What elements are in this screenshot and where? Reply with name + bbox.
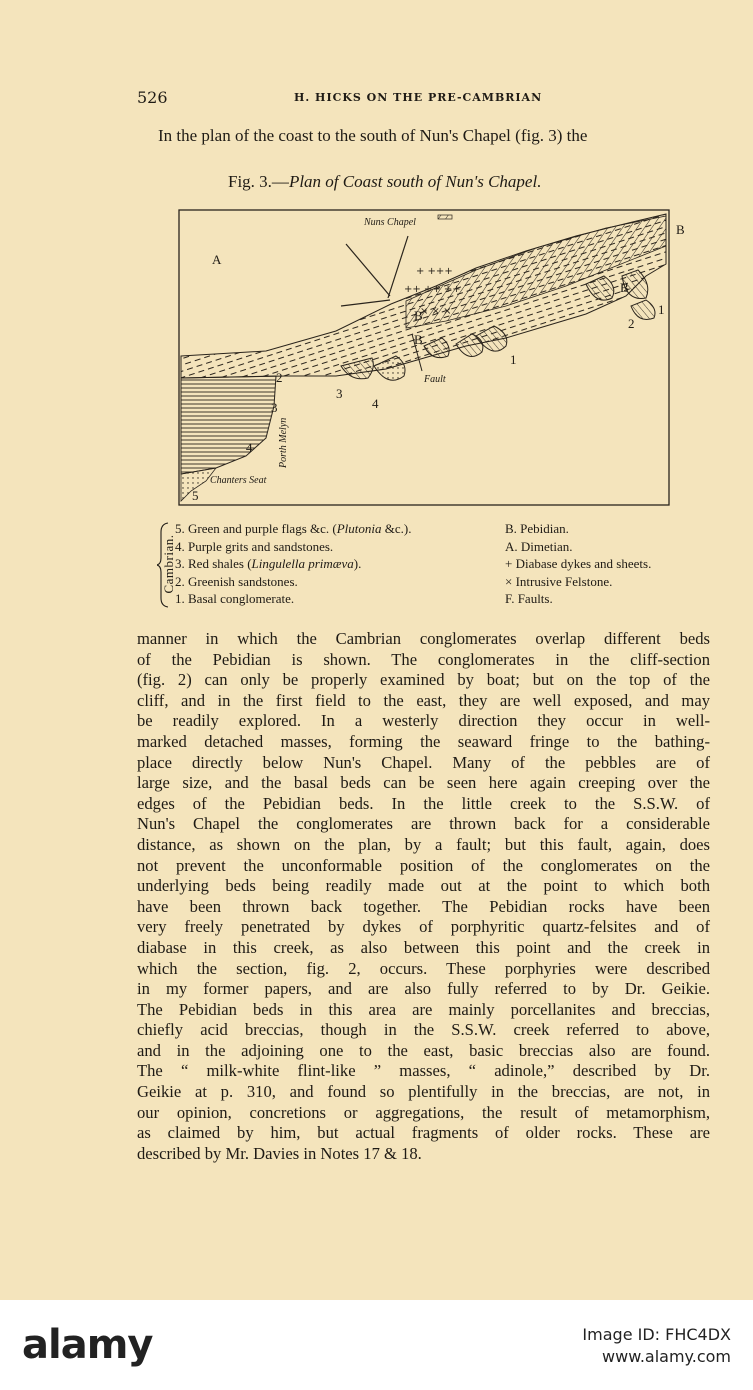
body-line: in my former papers, and are also fully referred to by Dr. Geikie. [137,979,710,999]
body-paragraph [137,629,710,1164]
label-porth-melyn: Porth Melyn [278,417,289,468]
body-line: our opinion, concretions or aggregations, the result of metamorphism, [137,1102,710,1122]
cambrian-group-label: Cambrian. [161,534,176,594]
stock-watermark-bar [0,1300,753,1390]
body-line: distance, as shown on the plan, by a fault; but this fault, again, does [137,834,710,854]
diabase-marks: + +++ [416,266,453,277]
label-A: A [212,252,222,267]
label-B-mid2: B [414,332,423,347]
label-nuns-chapel: Nuns Chapel [364,217,416,228]
body-line: manner in which the Cambrian conglomerates overlap different beds [137,629,710,648]
running-head [137,88,712,112]
label-5: 5 [192,488,199,503]
figure-legend [137,520,717,612]
label-1b: 1 [658,302,665,317]
legend-item-felstone: × Intrusive Felstone. [505,573,613,589]
figure-caption-title: Plan of Coast south of Nun's Chapel. [288,172,542,191]
label-chanters-seat: Chanters Seat [210,475,267,486]
label-2b: 2 [628,316,635,331]
label-4a: 4 [246,440,253,455]
legend-item-faults: F. Faults. [505,591,553,606]
body-line: diabase in this creek, as also between this point and the creek in [137,937,710,957]
body-line: marked detached masses, forming the seaward fringe to the bathing- [137,731,710,751]
body-line: place directly below Nun's Chapel. Many of the pebbles are of [137,752,710,772]
coast-plan-map [176,206,696,511]
legend-item-dimetian: A. Dimetian. [505,538,573,554]
body-line: Nun's Chapel the conglomerates are thrown back for a considerable [137,814,710,834]
body-line: The Pebidian beds in this area are mainly porcellanites and breccias, [137,999,710,1019]
legend-item-3: 3. Red shales (Lingulella primæva). [175,556,362,571]
body-line: which the section, fig. 2, occurs. These porphyries were described [137,958,710,978]
chapel-marker [438,215,452,219]
body-line: have been thrown back together. The Pebidian rocks have been [137,896,710,916]
page-number: 526 [137,88,168,107]
body-line: not prevent the unconformable position of the conglomerates on the [137,855,710,875]
fault-line-3 [341,300,390,306]
label-4b: 4 [372,396,379,411]
outcrop-8 [631,300,655,320]
header-title: H. HICKS ON THE PRE-CAMBRIAN [294,91,543,104]
coast-plan-figure [176,206,696,511]
body-line: cliff, and in the first field to the east, they are well exposed, and may [137,690,710,710]
body-line: chiefly acid breccias, though in the S.S.W. creek referred to above, [137,1020,710,1040]
image-id [582,1324,731,1368]
body-line: edges of the Pebidian beds. In the little creek to the S.S.W. of [137,793,710,813]
figure-caption [228,172,541,192]
body-line: as claimed by him, but actual fragments of older rocks. These are [137,1123,710,1143]
body-line: be readily explored. In a westerly direction they occur in well- [137,711,710,731]
diabase-marks-2: ++ ++ ++ [404,284,461,295]
legend-cambrian-list [175,520,495,608]
legend-item-pebidian: B. Pebidian. [505,521,569,536]
intro-line: In the plan of the coast to the south of Nun's Chapel (fig. 3) the [158,126,588,145]
label-B-mid1: B [414,308,423,323]
label-B-top: B [676,222,685,237]
felstone-marks: × × × [420,306,452,317]
body-line: described by Mr. Davies in Notes 17 & 18. [137,1143,422,1163]
legend-item-5: 5. Green and purple flags &c. (Plutonia &c.). [175,521,412,536]
figure-caption-prefix: Fig. 3.— [228,172,289,191]
image-id-text: Image ID: FHC4DX [582,1325,731,1344]
legend-other-list [505,520,720,608]
body-line: large size, and the basal beds can be seen here again creeping over the [137,773,710,793]
body-line: (fig. 2) can only be properly examined by boat; but on the top of the [137,670,710,690]
body-line: and in the adjoining one to the east, basic breccias also are found. [137,1040,710,1060]
label-fault: Fault [424,374,446,385]
legend-item-1: 1. Basal conglomerate. [175,591,295,606]
legend-item-4: 4. Purple grits and sandstones. [175,538,334,554]
body-line: The “ milk-white flint-like ” masses, “ adinole,” described by Dr. [137,1061,710,1081]
western-strata [181,376,276,474]
label-3a: 3 [271,400,278,415]
body-line: underlying beds being readily made out at the point to which both [137,876,710,896]
body-line: of the Pebidian is shown. The conglomerates in the cliff-section [137,649,710,669]
legend-brace [157,522,169,608]
label-1a: 1 [510,352,517,367]
label-B-right: B [620,280,629,295]
legend-item-diabase: + Diabase dykes and sheets. [505,556,652,571]
alamy-logo: alamy [22,1322,153,1368]
site-url: www.alamy.com [602,1347,731,1366]
body-line: Geikie at p. 310, and found so plentifully in the breccias, are not, in [137,1082,710,1102]
body-line: very freely penetrated by dykes of porphyritic quartz-felsites and of [137,917,710,937]
legend-item-2: 2. Greenish sandstones. [175,573,298,589]
fault-line-1 [346,244,390,296]
label-3b: 3 [336,386,343,401]
label-2a: 2 [276,370,283,385]
